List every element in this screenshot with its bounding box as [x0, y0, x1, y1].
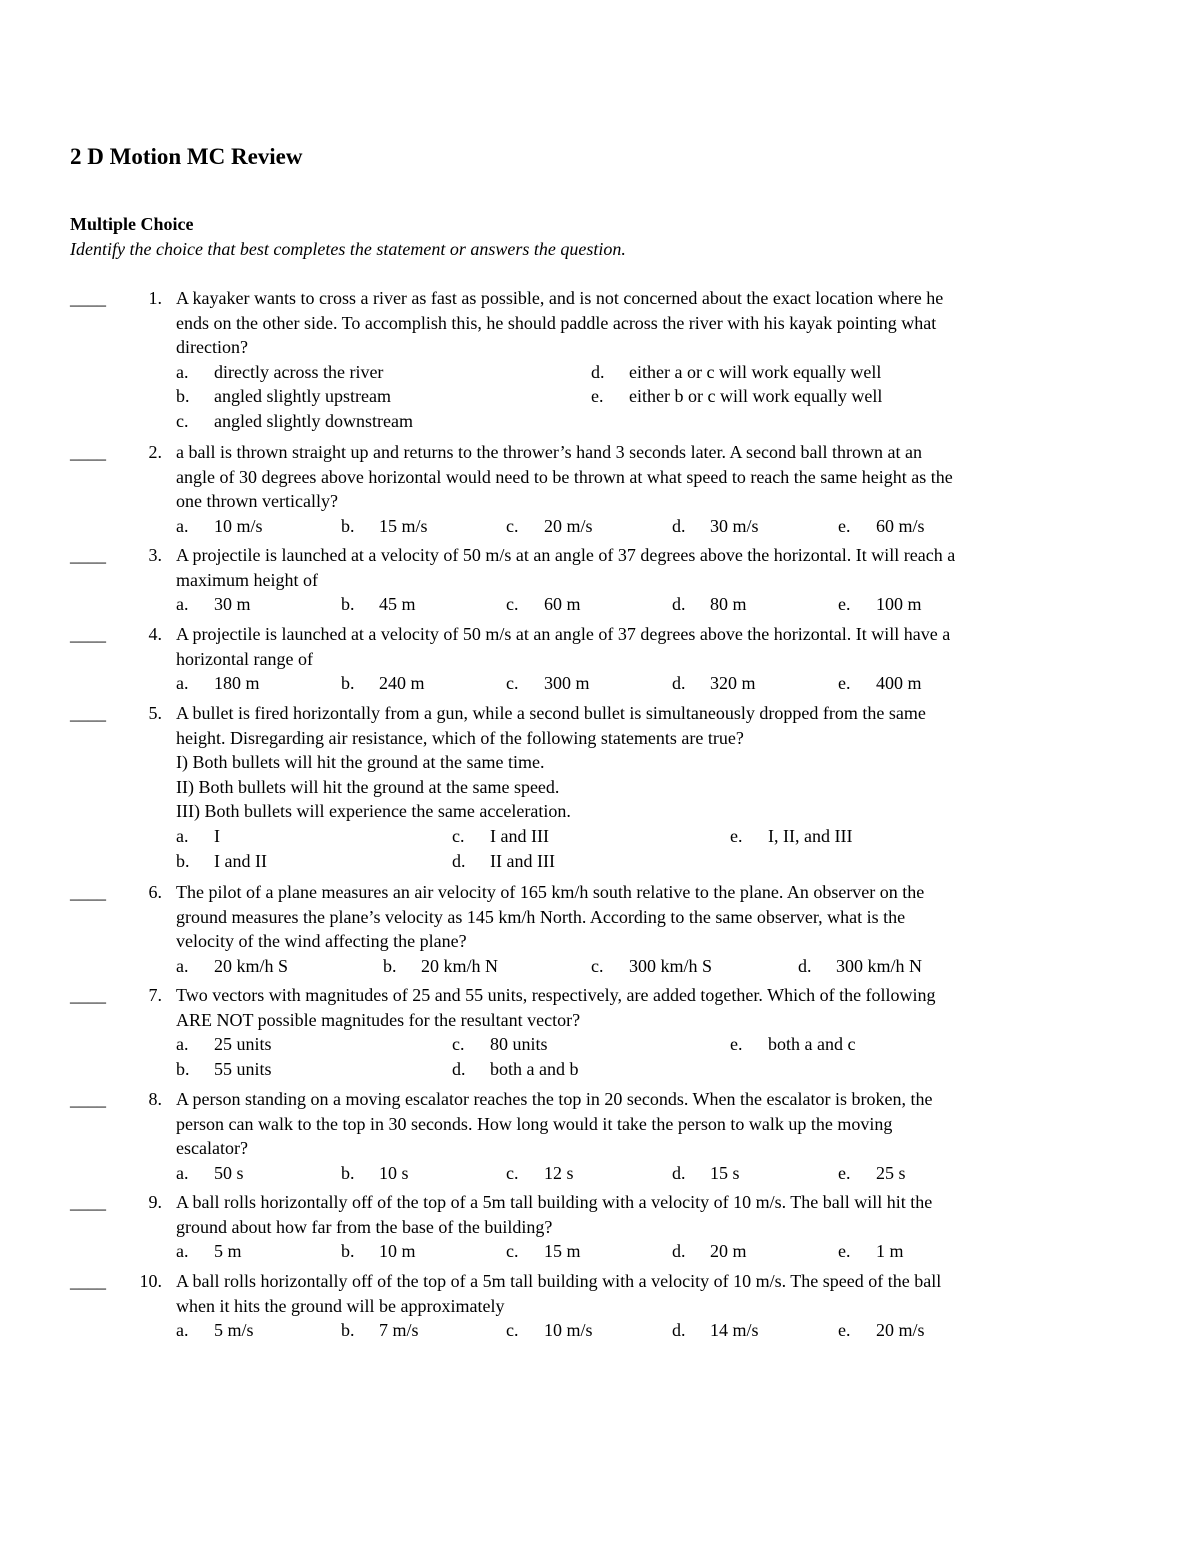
option-text: 15 m — [544, 1241, 581, 1262]
answer-option[interactable] — [591, 384, 882, 408]
answer-option[interactable] — [672, 592, 747, 616]
question-number: 6. — [148, 882, 162, 902]
answer-option[interactable] — [341, 671, 425, 695]
option-letter: a. — [176, 673, 189, 694]
option-letter: c. — [176, 411, 189, 431]
option-letter: d. — [672, 515, 686, 536]
question-number: 8. — [148, 1089, 162, 1109]
answer-blank[interactable]: ____ — [70, 1192, 106, 1212]
answer-option[interactable] — [452, 824, 549, 848]
question-stem-line: ends on the other side. To accomplish this, he should paddle across the river with his kayak pointing what — [176, 312, 937, 333]
answer-option[interactable] — [176, 1161, 244, 1185]
instructions: Identify the choice that best completes the statement or answers the question. — [70, 239, 626, 259]
option-text: 30 m/s — [710, 515, 759, 536]
question-stem-line: escalator? — [176, 1138, 248, 1159]
option-text: 30 m — [214, 594, 251, 615]
answer-option[interactable] — [341, 514, 428, 538]
option-letter: b. — [341, 1162, 355, 1183]
answer-option[interactable] — [838, 1318, 925, 1342]
question-stem-line: A projectile is launched at a velocity of 50 m/s at an angle of 37 degrees above the horizontal. It will reach a — [176, 545, 956, 565]
option-letter: c. — [506, 1162, 519, 1183]
option-letter: b. — [341, 1320, 355, 1341]
option-letter: b. — [341, 673, 355, 694]
answer-option[interactable] — [452, 849, 555, 873]
option-letter: b. — [176, 386, 190, 407]
answer-option[interactable] — [672, 1239, 747, 1263]
answer-blank[interactable]: ____ — [70, 442, 106, 462]
option-letter: c. — [506, 673, 519, 694]
question-stem-line: A projectile is launched at a velocity of 50 m/s at an angle of 37 degrees above the horizontal. It will have a — [176, 624, 951, 644]
answer-blank[interactable]: ____ — [70, 1089, 106, 1109]
option-letter: c. — [506, 1241, 519, 1262]
option-letter: e. — [730, 1034, 743, 1055]
option-letter: d. — [452, 1058, 466, 1079]
option-letter: c. — [506, 515, 519, 536]
option-text: II and III — [490, 850, 555, 871]
answer-option[interactable] — [176, 592, 251, 616]
answer-option[interactable] — [452, 1057, 578, 1081]
option-text: 300 km/h S — [629, 955, 713, 976]
option-text: 10 m — [379, 1241, 416, 1262]
question-stem-line: a ball is thrown straight up and returns to the thrower’s hand 3 seconds later. A second ball thrown at an — [176, 442, 923, 462]
question-stem-line: horizontal range of — [176, 648, 313, 669]
option-letter: d. — [591, 361, 605, 382]
answer-option[interactable] — [798, 954, 922, 978]
option-letter: d. — [672, 1162, 686, 1183]
option-text: 20 m/s — [876, 1320, 925, 1341]
answer-option[interactable] — [176, 384, 391, 408]
question-stem-line: direction? — [176, 337, 248, 358]
option-letter: d. — [798, 955, 812, 976]
answer-option[interactable] — [838, 1161, 906, 1185]
option-text: 15 s — [710, 1162, 740, 1183]
section-heading: Multiple Choice — [70, 214, 194, 234]
answer-option[interactable] — [176, 514, 263, 538]
question-stem-line: A person standing on a moving escalator reaches the top in 20 seconds. When the escalator is broken, the — [176, 1089, 933, 1109]
option-letter: d. — [672, 673, 686, 694]
question-stem-line: I) Both bullets will hit the ground at the same time. — [176, 752, 545, 773]
answer-blank[interactable]: ____ — [70, 985, 106, 1005]
answer-option[interactable] — [176, 849, 267, 873]
answer-option[interactable] — [383, 954, 498, 978]
option-text: 55 units — [214, 1058, 272, 1079]
question-stem-line: maximum height of — [176, 569, 318, 590]
option-letter: b. — [176, 1058, 190, 1079]
option-letter: e. — [730, 826, 743, 846]
option-text: both a and c — [768, 1034, 856, 1055]
option-letter: a. — [176, 1241, 189, 1262]
option-text: 10 m/s — [214, 515, 263, 536]
option-text: 20 km/h N — [421, 955, 499, 976]
question-stem-line: ground about how far from the base of the building? — [176, 1216, 553, 1237]
answer-option[interactable] — [176, 1057, 272, 1081]
question-stem-line: height. Disregarding air resistance, which of the following statements are true? — [176, 727, 744, 748]
question-stem-line: The pilot of a plane measures an air velocity of 165 km/h south relative to the plane. An observer on the — [176, 882, 925, 902]
option-letter: c. — [591, 955, 604, 976]
question-number: 1. — [148, 288, 162, 308]
option-text: 50 s — [214, 1162, 244, 1183]
option-text: 60 m — [544, 594, 581, 615]
question-number: 10. — [139, 1271, 162, 1291]
option-letter: b. — [176, 850, 190, 871]
answer-option[interactable] — [176, 1032, 272, 1056]
answer-option[interactable] — [176, 671, 260, 695]
option-text: 45 m — [379, 594, 416, 615]
option-text: angled slightly downstream — [214, 411, 413, 431]
question-number: 4. — [148, 624, 162, 644]
question-stem-line: II) Both bullets will hit the ground at the same speed. — [176, 776, 560, 797]
option-text: 180 m — [214, 673, 260, 694]
question-stem-line: A ball rolls horizontally off of the top of a 5m tall building with a velocity of 10 m/s. The ball will hit the — [176, 1192, 933, 1212]
answer-option[interactable] — [506, 1161, 574, 1185]
question-stem-line: when it hits the ground will be approximately — [176, 1295, 505, 1316]
option-text: 15 m/s — [379, 515, 428, 536]
answer-blank[interactable]: ____ — [70, 624, 106, 644]
option-text: 1 m — [876, 1241, 904, 1262]
option-letter: e. — [838, 515, 851, 536]
option-letter: e. — [838, 1241, 851, 1262]
question-stem-line: velocity of the wind affecting the plane? — [176, 931, 467, 952]
option-letter: e. — [838, 594, 851, 615]
answer-option[interactable] — [672, 514, 759, 538]
answer-option[interactable] — [838, 1239, 904, 1263]
option-text: 300 m — [544, 673, 590, 694]
option-text: 240 m — [379, 673, 425, 694]
answer-option[interactable] — [341, 1318, 419, 1342]
answer-option[interactable] — [506, 671, 590, 695]
answer-option[interactable] — [176, 1318, 254, 1342]
answer-option[interactable] — [838, 514, 925, 538]
option-letter: b. — [341, 515, 355, 536]
answer-option[interactable] — [506, 514, 593, 538]
option-text: 400 m — [876, 673, 922, 694]
question-stem-line: angle of 30 degrees above horizontal would need to be thrown at what speed to reach the same height as the — [176, 466, 953, 487]
answer-option[interactable] — [176, 824, 220, 848]
option-text: 60 m/s — [876, 515, 925, 536]
option-letter: a. — [176, 1162, 189, 1183]
option-letter: a. — [176, 515, 189, 536]
question-number: 5. — [148, 703, 162, 723]
answer-blank[interactable]: ____ — [70, 882, 106, 902]
answer-blank[interactable]: ____ — [70, 288, 106, 308]
question-stem-line: ground measures the plane’s velocity as 145 km/h North. According to the same observer, what is the — [176, 906, 906, 927]
option-letter: a. — [176, 955, 189, 976]
answer-option[interactable] — [672, 1318, 759, 1342]
option-text: 300 km/h N — [836, 955, 923, 976]
option-letter: a. — [176, 594, 189, 615]
question-stem-line: III) Both bullets will experience the same acceleration. — [176, 801, 571, 822]
option-letter: a. — [176, 1034, 189, 1055]
answer-blank[interactable]: ____ — [70, 545, 106, 565]
answer-option[interactable] — [176, 1239, 242, 1263]
option-letter: b. — [341, 1241, 355, 1262]
option-letter: d. — [672, 594, 686, 615]
answer-option[interactable] — [452, 1032, 548, 1056]
option-letter: d. — [452, 850, 466, 871]
option-letter: c. — [506, 1320, 519, 1341]
question-stem-line: person can walk to the top in 30 seconds. How long would it take the person to walk up the moving — [176, 1113, 893, 1134]
answer-option[interactable] — [341, 1161, 409, 1185]
option-text: 320 m — [710, 673, 756, 694]
option-text: I, II, and III — [768, 826, 853, 846]
answer-option[interactable] — [730, 824, 852, 848]
answer-option[interactable] — [506, 592, 581, 616]
option-text: 5 m — [214, 1241, 242, 1262]
option-letter: e. — [838, 1162, 851, 1183]
answer-option[interactable] — [506, 1318, 593, 1342]
answer-option[interactable] — [176, 954, 288, 978]
answer-option[interactable] — [730, 1032, 855, 1056]
question-number: 9. — [148, 1192, 162, 1212]
option-text: 14 m/s — [710, 1320, 759, 1341]
question-stem-line: ARE NOT possible magnitudes for the resultant vector? — [176, 1009, 581, 1030]
answer-option[interactable] — [341, 592, 416, 616]
answer-option[interactable] — [591, 954, 712, 978]
option-letter: a. — [176, 826, 189, 846]
option-letter: d. — [672, 1320, 686, 1341]
option-text: 80 units — [490, 1034, 548, 1055]
answer-option[interactable] — [672, 671, 756, 695]
option-letter: a. — [176, 1320, 189, 1341]
option-text: 80 m — [710, 594, 747, 615]
option-text: 25 units — [214, 1034, 272, 1055]
option-text: I and II — [214, 850, 267, 871]
option-text: 12 s — [544, 1162, 574, 1183]
answer-option[interactable] — [506, 1239, 581, 1263]
option-letter: c. — [452, 826, 465, 846]
question-number: 3. — [148, 545, 162, 565]
question-stem-line: one thrown vertically? — [176, 491, 338, 512]
question-stem-line: A bullet is fired horizontally from a gun, while a second bullet is simultaneously dropped from the same — [176, 703, 926, 723]
option-text: 20 m — [710, 1241, 747, 1262]
option-letter: e. — [838, 1320, 851, 1341]
option-letter: c. — [452, 1034, 465, 1055]
option-text: directly across the river — [214, 361, 384, 382]
question-number: 2. — [148, 442, 162, 462]
answer-option[interactable] — [672, 1161, 740, 1185]
option-letter: e. — [591, 386, 604, 407]
question-stem-line: Two vectors with magnitudes of 25 and 55 units, respectively, are added together. Which of the following — [176, 985, 936, 1005]
option-text: 5 m/s — [214, 1320, 254, 1341]
option-letter: b. — [383, 955, 397, 976]
option-text: I and III — [490, 826, 549, 846]
option-text: I — [214, 826, 220, 846]
option-letter: c. — [506, 594, 519, 615]
option-letter: e. — [838, 673, 851, 694]
answer-option[interactable] — [176, 360, 383, 384]
answer-blank[interactable]: ____ — [70, 703, 106, 723]
answer-option[interactable] — [176, 409, 413, 433]
option-text: 7 m/s — [379, 1320, 419, 1341]
option-text: either a or c will work equally well — [629, 361, 882, 382]
answer-blank[interactable]: ____ — [70, 1271, 106, 1291]
option-text: 10 s — [379, 1162, 409, 1183]
option-text: 20 m/s — [544, 515, 593, 536]
answer-option[interactable] — [838, 671, 922, 695]
option-text: 100 m — [876, 594, 922, 615]
option-text: 20 km/h S — [214, 955, 289, 976]
question-stem-line: A ball rolls horizontally off of the top of a 5m tall building with a velocity of 10 m/s. The speed of the ball — [176, 1271, 942, 1291]
question-number: 7. — [148, 985, 162, 1005]
option-letter: d. — [672, 1241, 686, 1262]
option-text: 25 s — [876, 1162, 906, 1183]
option-letter: a. — [176, 361, 189, 382]
answer-option[interactable] — [838, 592, 922, 616]
option-text: either b or c will work equally well — [629, 386, 883, 407]
option-letter: b. — [341, 594, 355, 615]
answer-option[interactable] — [591, 360, 881, 384]
document-title: 2 D Motion MC Review — [70, 144, 303, 169]
option-text: angled slightly upstream — [214, 386, 391, 407]
option-text: both a and b — [490, 1058, 579, 1079]
option-text: 10 m/s — [544, 1320, 593, 1341]
answer-option[interactable] — [341, 1239, 416, 1263]
question-stem-line: A kayaker wants to cross a river as fast as possible, and is not concerned about the exact location where he — [176, 288, 944, 308]
